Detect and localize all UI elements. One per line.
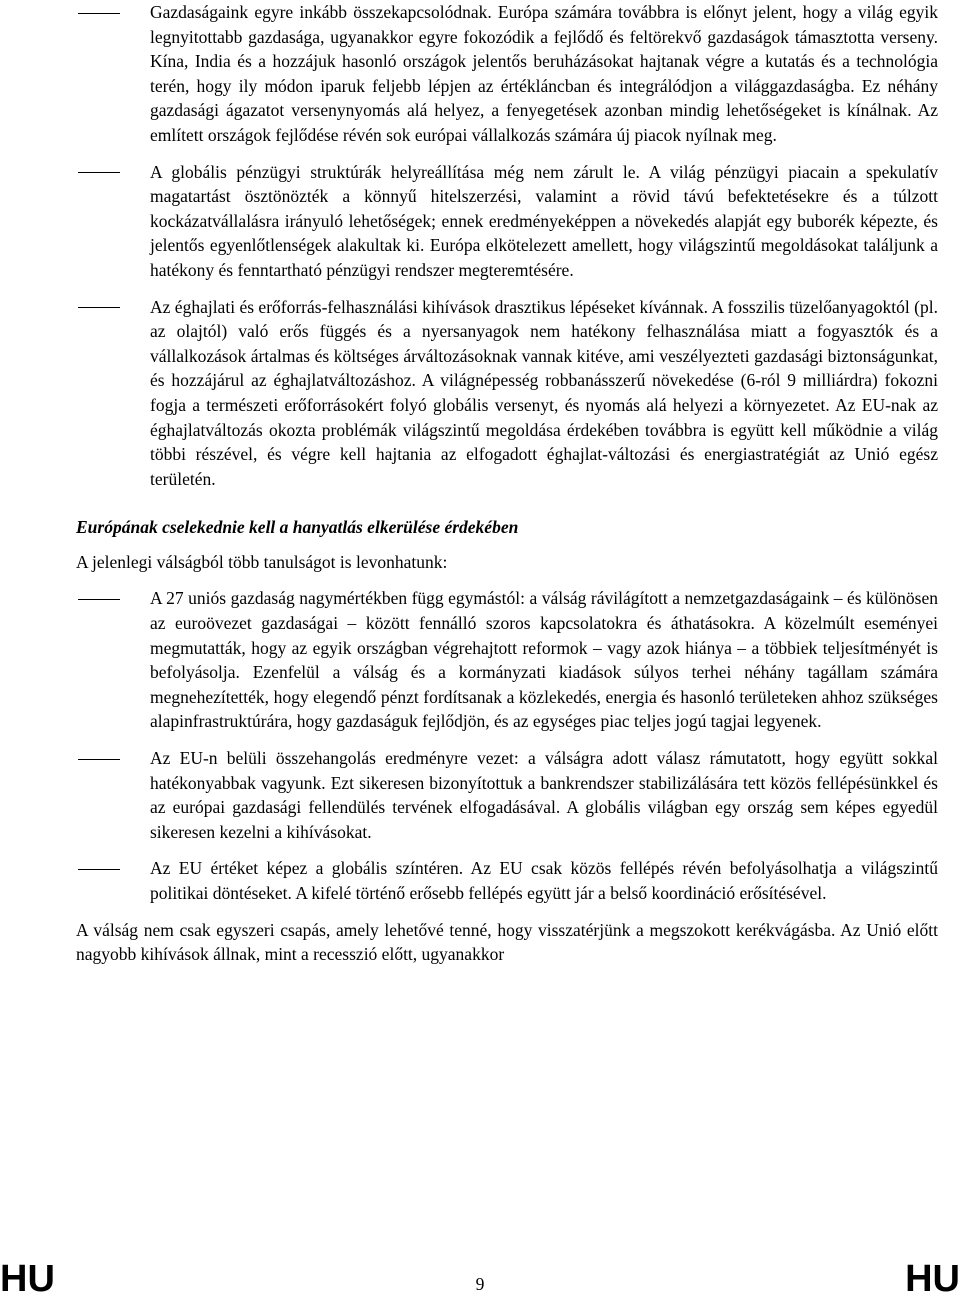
- bullet-item-coordination: [76, 746, 938, 844]
- bullet-text: A 27 uniós gazdaság nagymértékben függ egymástól: a válság rávilágított a nemzetgazdaságaink – és különösen az euroövezet gazdaságai – között fennálló szoros kapcsolatokra és áthatásokra. A közelmúlt eseményei megmutatták, hogy az egyik országban végrehajtott reformok – vagy azok hiánya – a többiek teljesítményét is befolyásolja. Ezenfelül a válság és a kormányzati kiadások súlyos terhei néhány tagállam számára megnehezítették, hogy elegendő pénzt fordítsanak a közlekedés, energia és hasonló területeken ahhoz szükséges alapinfrastruktúrára, hogy gazdaságuk fejlődjön, és az egységes piac teljes jogú tagjai legyenek.: [150, 588, 938, 732]
- footer-page-number: 9: [475, 1274, 485, 1294]
- closing-paragraph: A válság nem csak egyszeri csapás, amely lehetővé tenné, hogy visszatérjünk a megszokott kerékvágásba. Az Unió előtt nagyobb kihívások állnak, mint a recesszió előtt, ugyanakkor: [76, 919, 938, 965]
- bullet-item-interdependence: [76, 586, 938, 734]
- bullet-dash: [78, 172, 120, 173]
- bullet-dash: [78, 307, 120, 308]
- bullet-dash: [78, 869, 120, 870]
- bullet-text: Az EU-n belüli összehangolás eredményre vezet: a válságra adott válasz rámutatott, hogy együtt sokkal hatékonyabbak vagyunk. Ezt sikeresen bizonyítottuk a bankrendszer stabilizálására tett közös fellépésünkkel és az európai gazdasági fellendülés tervének elfogadásával. A globális világban egy ország sem képes egyedül sikeresen kezelni a kihívásokat.: [150, 748, 938, 842]
- footer-language-right: HU: [905, 1258, 960, 1300]
- bullet-item-global-value: [76, 856, 938, 905]
- footer-language-left: HU: [0, 1258, 55, 1300]
- section-intro: A jelenlegi válságból több tanulságot is levonhatunk:: [76, 551, 448, 572]
- section-heading: Európának cselekednie kell a hanyatlás elkerülése érdekében: [76, 517, 519, 538]
- bullet-text: Az EU értéket képez a globális színtéren. Az EU csak közös fellépés révén befolyásolhatja a világszintű politikai döntéseket. A kifelé történő erősebb fellépés együtt jár a belső koordináció erősítésével.: [150, 858, 938, 903]
- bullet-dash: [78, 13, 120, 14]
- bullet-item-financial-structures: [76, 160, 938, 283]
- document-page: [76, 0, 938, 1301]
- bullet-item-economies-interconnected: [76, 0, 938, 148]
- bullet-dash: [78, 599, 120, 600]
- bullet-text: Gazdaságaink egyre inkább összekapcsolódnak. Európa számára továbbra is előnyt jelent, hogy a világ egyik legnyitottabb gazdasága, ugyanakkor egyre fokozódik a fejlődő és feltörekvő gazdaságok támasztotta verseny. Kína, India és a hozzájuk hasonló országok jelentős beruházásokat hajtanak végre a kutatás és a technológia terén, hogy ily módon iparuk feljebb lépjen az értékláncban és integrálódjon a világgazdaságba. Ez néhány gazdasági ágazatot versenynyomás alá helyez, a fenyegetések azonban mindig lehetőségeket is kínálnak. Az említett országok fejlődése révén sok európai vállalkozás számára új piacok nyílnak meg.: [150, 2, 938, 145]
- bullet-text: Az éghajlati és erőforrás-felhasználási kihívások drasztikus lépéseket kívánnak. A fosszilis tüzelőanyagoktól (pl. az olajtól) való erős függés és a nyersanyagok nem hatékony felhasználása miatt a fogyasztók és a vállalkozások ártalmas és költséges árváltozásoknak vannak kitéve, ami veszélyezteti gazdasági biztonságunkat, és hozzájárul az éghajlatváltozáshoz. A világnépesség robbanásszerű növekedése (6-ról 9 milliárdra) fokozni fogja a természeti erőforrásokért folyó globális versenyt, és nyomás alá helyezi a környezetet. Az EU-nak az éghajlatváltozás okozta problémák világszintű megoldása érdekében továbbra is együtt kell működnie a világ többi részével, és végre kell hajtania az elfogadott éghajlat-változási és energiastratégiát az Unió egész területén.: [150, 296, 938, 489]
- bullet-text: A globális pénzügyi struktúrák helyreállítása még nem zárult le. A világ pénzügyi piacain a spekulatív magatartást ösztönözték a könnyű hitelszerzési, valamint a rövid távú befektetésekre és a túlzott kockázatvállalásra irányuló lehetőségek; ennek eredményeképpen a növekedés alapját egy buborék képezte, és jelentős egyenlőtlenségek alakultak ki. Európa elkötelezett amellett, hogy világszintű megoldásokat találjunk a hatékony és fenntartható pénzügyi rendszer megteremtésére.: [150, 161, 938, 280]
- bullet-item-climate-resources: [76, 295, 938, 492]
- bullet-dash: [78, 759, 120, 760]
